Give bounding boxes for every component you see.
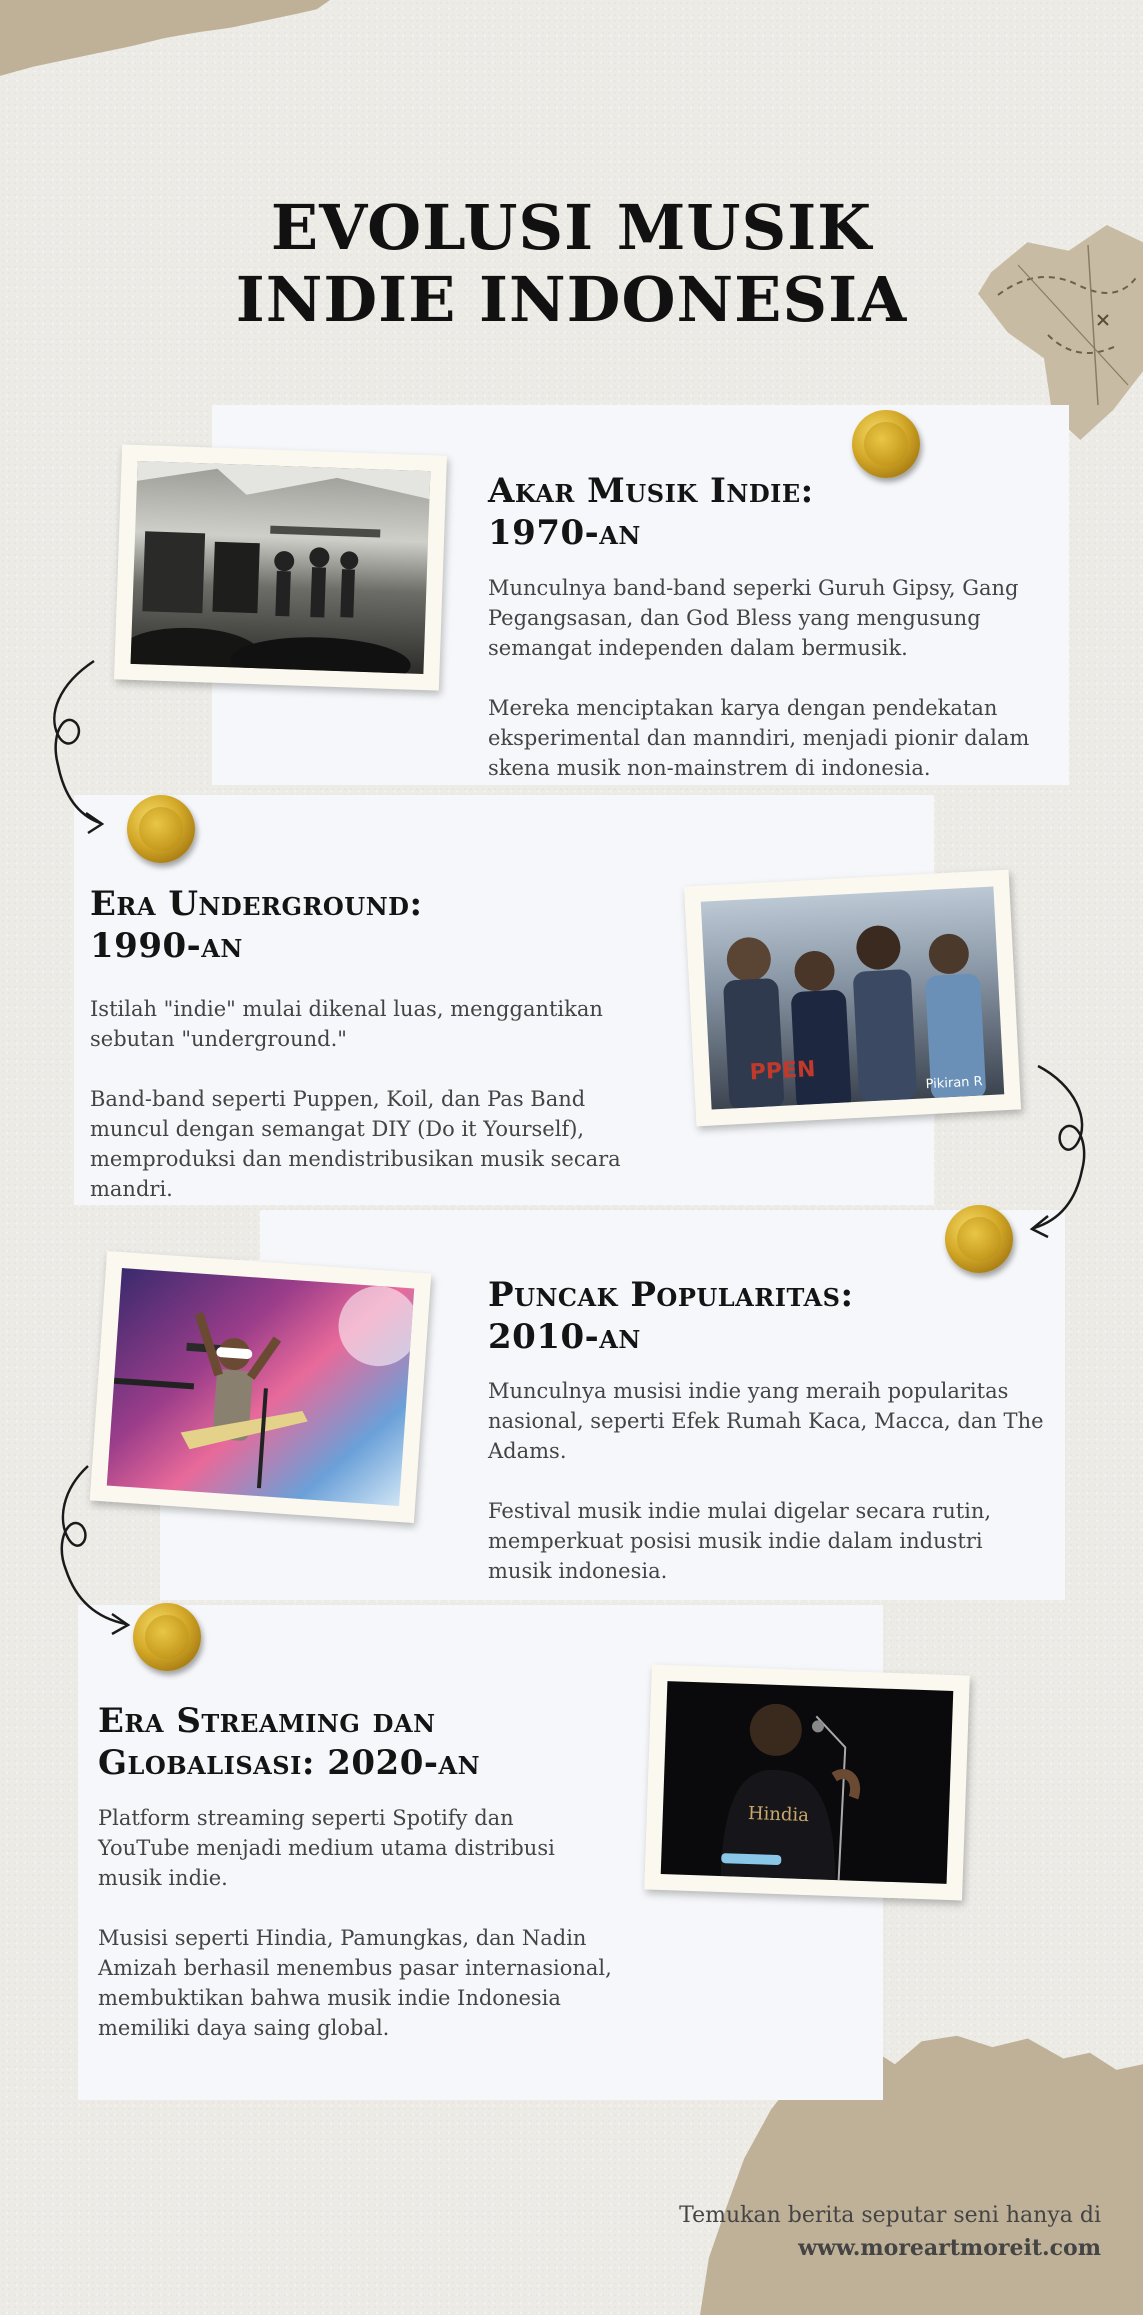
heading-line-2: Globalisasi: 2020-an [98, 1743, 481, 1783]
pin-1970 [852, 410, 920, 478]
section-heading-2010 [488, 1274, 854, 1358]
photo-caption-2020: Hindia [747, 1802, 810, 1827]
section-text-2010-p2: Festival musik indie mulai digelar secara rutin, memperkuat posisi musik indie dalam industri musik indonesia. [488, 1499, 992, 1583]
section-text-1970-p2: Mereka menciptakan karya dengan pendekatan eksperimental dan manndiri, menjadi pionir dalam skena musik non-mainstrem di indonesia. [488, 696, 1030, 780]
section-text-2020-p1: Platform streaming seperti Spotify dan YouTube menjadi medium utama distribusi musik indie. [98, 1806, 555, 1890]
photo-caption-1990: Pikiran R [925, 1074, 983, 1093]
heading-line-1: Era Streaming dan [98, 1701, 436, 1741]
heading-line-1: Akar Musik Indie: [488, 471, 814, 511]
svg-text:PPEN: PPEN [749, 1057, 817, 1086]
pin-2010 [945, 1205, 1013, 1273]
photo-1970s-concert [114, 444, 447, 690]
curved-arrow-3 [46, 1460, 136, 1635]
section-heading-1990 [90, 883, 423, 967]
footer-website-link[interactable]: www.moreartmoreit.com [798, 2235, 1101, 2261]
page-title [0, 192, 1143, 336]
section-text-2010-p1: Munculnya musisi indie yang meraih popularitas nasional, seperti Efek Rumah Kaca, Macca, dan The Adams. [488, 1379, 1044, 1463]
section-heading-1970 [488, 470, 814, 554]
section-text-1990-p2: Band-band seperti Puppen, Koil, dan Pas Band muncul dengan semangat DIY (Do it Yourself), memproduksi dan mendistribusikan musik secara mandri. [90, 1087, 621, 1201]
footer [679, 2200, 1101, 2264]
pin-2020 [133, 1603, 201, 1671]
heading-line-2: 2010-an [488, 1317, 641, 1357]
section-text-2020-p2: Musisi seperti Hindia, Pamungkas, dan Nadin Amizah berhasil menembus pasar internasional, membuktikan bahwa musik indie Indonesia memiliki daya saing global. [98, 1926, 612, 2040]
pin-1990 [127, 795, 195, 863]
footer-tagline: Temukan berita seputar seni hanya di [679, 2203, 1101, 2228]
section-text-1970-p1: Munculnya band-band seperki Guruh Gipsy, Gang Pegangsasan, dan God Bless yang mengusung semangat independen dalam bermusik. [488, 576, 1019, 660]
title-line-1: EVOLUSI MUSIK [270, 191, 873, 264]
heading-line-2: 1990-an [90, 926, 243, 966]
section-text-1990-p1: Istilah "indie" mulai dikenal luas, menggantikan sebutan "underground." [90, 997, 603, 1051]
heading-line-1: Puncak Popularitas: [488, 1275, 854, 1315]
curved-arrow-1 [38, 655, 118, 835]
heading-line-1: Era Underground: [90, 884, 423, 924]
photo-2010s-guitarist [90, 1251, 432, 1523]
title-line-2: INDIE INDONESIA [235, 263, 908, 336]
photo-2020s-singer [644, 1665, 970, 1901]
photo-1990s-band [684, 870, 1021, 1127]
heading-line-2: 1970-an [488, 513, 641, 553]
torn-paper-top-left [0, 0, 330, 115]
curved-arrow-2 [1020, 1060, 1110, 1240]
section-heading-2020 [98, 1700, 480, 1784]
